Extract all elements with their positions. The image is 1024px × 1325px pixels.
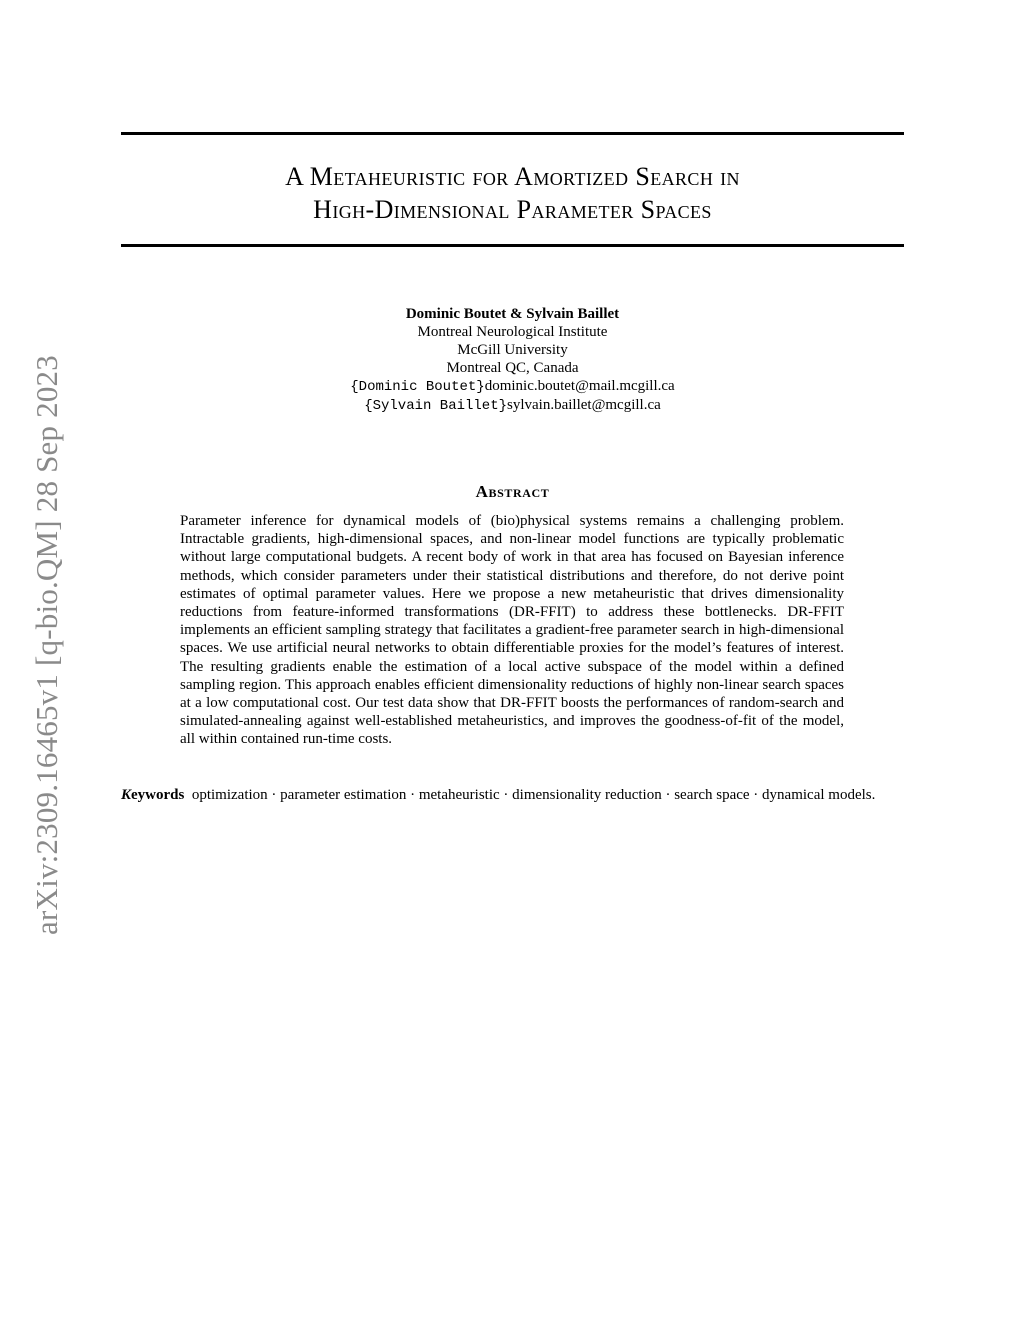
abstract-heading: Abstract: [475, 482, 550, 501]
author-names: Dominic Boutet & Sylvain Baillet: [405, 306, 620, 322]
title-line-1: A Metaheuristic for Amortized Search in: [285, 162, 740, 191]
keywords-label: Keywords: [121, 787, 185, 803]
title-top-rule: [121, 132, 904, 135]
keywords-list: optimization · parameter estimation · metaheuristic · dimensionality reduction · search space · dynamical models.: [191, 787, 876, 803]
author-email-2: [121, 396, 904, 415]
title-bottom-rule: [121, 244, 904, 247]
affiliation-location: Montreal QC, Canada: [446, 360, 579, 376]
abstract-text: Parameter inference for dynamical models of (bio)physical systems remains a challenging problem. Intractable gradients, high-dimensional spaces, and non-linear model functions are typically problematic without large computational budgets. A recent body of work in that area has focused on Bayesian inference methods, which consider parameters under their statistical distributions and therefore, do not derive point estimates of optimal parameter values. Here we propose a new metaheuristic that drives dimensionality reductions from feature-informed transformations (DR-FFIT) to address these bottlenecks. DR-FFIT implements an efficient sampling strategy that facilitates a gradient-free parameter search in high-dimensional spaces. We use artificial neural networks to obtain differentiable proxies for the model’s features of interest. The resulting gradients enable the estimation of a local active subspace of the model within a defined sampling region. This approach enables efficient dimensionality reductions of highly non-linear search spaces at a low computational cost. Our test data show that DR-FFIT boosts the performances of random-search and simulated-annealing against well-established metaheuristics, and improves the goodness-of-fit of the model, all within contained run-time costs.: [180, 513, 844, 748]
title-line-2: High-Dimensional Parameter Spaces: [313, 195, 712, 224]
paper-title: [121, 160, 904, 226]
email-2-name: {Sylvain Baillet}: [364, 398, 508, 414]
author-email-1: [121, 377, 904, 396]
keywords-section: [121, 786, 904, 804]
affiliation-institute: Montreal Neurological Institute: [417, 324, 608, 340]
arxiv-identifier-stamp: arXiv:2309.16465v1 [q-bio.QM] 28 Sep 2023: [29, 355, 64, 935]
author-block: [121, 305, 904, 415]
affiliation-university: McGill University: [457, 342, 568, 358]
email-2-address: sylvain.baillet@mcgill.ca: [507, 397, 661, 413]
email-1-address: dominic.boutet@mail.mcgill.ca: [484, 378, 675, 394]
email-1-name: {Dominic Boutet}: [350, 379, 485, 395]
